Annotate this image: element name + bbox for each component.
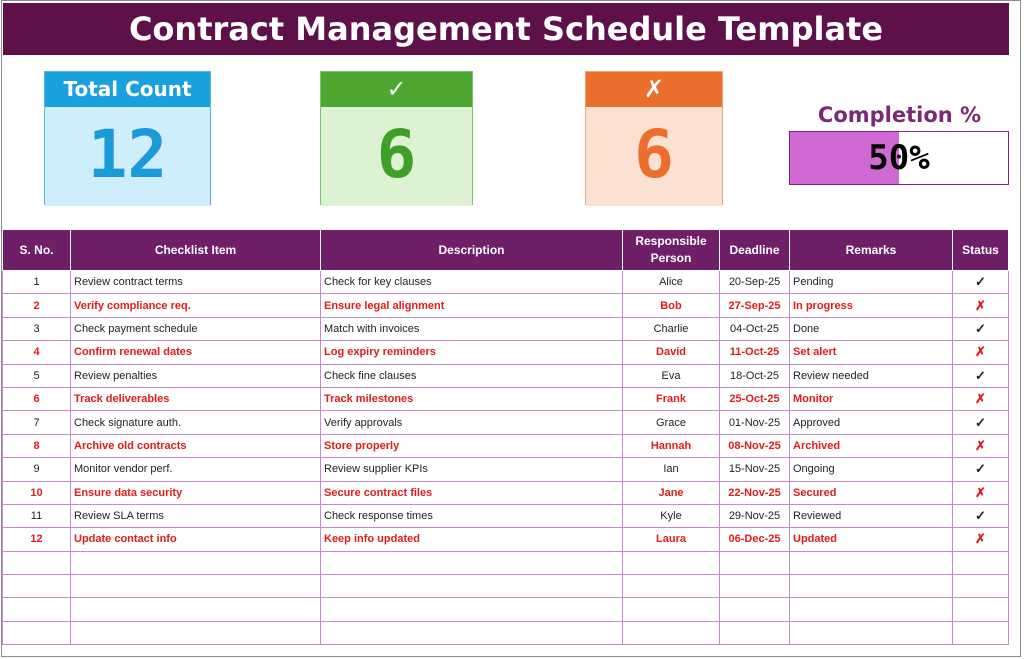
empty-cell[interactable] (71, 621, 321, 644)
cell-remarks[interactable]: Done (790, 317, 953, 340)
cell-remarks[interactable]: Pending (790, 271, 953, 294)
cell-sno[interactable]: 12 (3, 528, 71, 551)
cell-description[interactable]: Review supplier KPIs (321, 458, 623, 481)
col-header-status[interactable]: Status (953, 230, 1009, 271)
cell-item[interactable]: Check signature auth. (71, 411, 321, 434)
cell-deadline[interactable]: 20-Sep-25 (720, 271, 790, 294)
cell-description[interactable]: Log expiry reminders (321, 341, 623, 364)
status-icon[interactable]: ✗ (953, 528, 1009, 551)
cell-item[interactable]: Review contract terms (71, 271, 321, 294)
cell-description[interactable]: Store properly (321, 434, 623, 457)
status-icon[interactable]: ✓ (953, 364, 1009, 387)
check-icon: ✓ (321, 72, 472, 107)
empty-cell[interactable] (71, 598, 321, 621)
empty-cell[interactable] (71, 575, 321, 598)
cell-person[interactable]: Alice (623, 271, 720, 294)
table-row (3, 458, 1009, 481)
status-icon[interactable]: ✓ (953, 458, 1009, 481)
table-row (3, 411, 1009, 434)
cell-deadline[interactable]: 04-Oct-25 (720, 317, 790, 340)
empty-cell[interactable] (3, 551, 71, 574)
status-icon[interactable]: ✓ (953, 271, 1009, 294)
table-row (3, 481, 1009, 504)
empty-cell[interactable] (953, 575, 1009, 598)
checklist-table (2, 229, 1009, 645)
empty-cell[interactable] (720, 598, 790, 621)
cell-sno[interactable]: 7 (3, 411, 71, 434)
empty-cell[interactable] (790, 575, 953, 598)
cell-deadline[interactable]: 01-Nov-25 (720, 411, 790, 434)
empty-cell[interactable] (623, 575, 720, 598)
cell-deadline[interactable]: 11-Oct-25 (720, 341, 790, 364)
cell-person[interactable]: Laura (623, 528, 720, 551)
empty-cell[interactable] (953, 621, 1009, 644)
cell-sno[interactable]: 5 (3, 364, 71, 387)
kpi-pending-card (585, 71, 723, 205)
cell-deadline[interactable]: 25-Oct-25 (720, 387, 790, 410)
cell-item[interactable]: Confirm renewal dates (71, 341, 321, 364)
cell-description[interactable]: Ensure legal alignment (321, 294, 623, 317)
cell-remarks[interactable]: Approved (790, 411, 953, 434)
status-icon[interactable]: ✓ (953, 411, 1009, 434)
cell-sno[interactable]: 11 (3, 504, 71, 527)
cell-person[interactable]: Bob (623, 294, 720, 317)
empty-cell[interactable] (623, 551, 720, 574)
kpi-total-value: 12 (45, 107, 210, 206)
status-icon[interactable]: ✓ (953, 317, 1009, 340)
status-icon[interactable]: ✗ (953, 387, 1009, 410)
cell-sno[interactable]: 3 (3, 317, 71, 340)
table-row (3, 294, 1009, 317)
cell-description[interactable]: Check for key clauses (321, 271, 623, 294)
empty-cell[interactable] (720, 621, 790, 644)
empty-cell[interactable] (720, 551, 790, 574)
empty-cell[interactable] (720, 575, 790, 598)
kpi-completed-card (320, 71, 473, 205)
table-row (3, 271, 1009, 294)
col-header-deadline[interactable]: Deadline (720, 230, 790, 271)
status-icon[interactable]: ✗ (953, 481, 1009, 504)
empty-row (3, 621, 1009, 644)
completion-progress-bar (789, 131, 1009, 185)
empty-cell[interactable] (71, 551, 321, 574)
col-header-sno[interactable]: S. No. (3, 230, 71, 271)
empty-cell[interactable] (790, 598, 953, 621)
table-row (3, 434, 1009, 457)
cell-remarks[interactable]: Monitor (790, 387, 953, 410)
cell-item[interactable]: Ensure data security (71, 481, 321, 504)
empty-cell[interactable] (623, 598, 720, 621)
empty-cell[interactable] (790, 621, 953, 644)
table-header-row (3, 230, 1009, 271)
table-row (3, 387, 1009, 410)
kpi-pending-value: 6 (586, 107, 722, 206)
cell-remarks[interactable]: In progress (790, 294, 953, 317)
col-header-remarks[interactable]: Remarks (790, 230, 953, 271)
kpi-total-card (44, 71, 211, 205)
cell-person[interactable]: Hannah (623, 434, 720, 457)
cell-person[interactable]: Charlie (623, 317, 720, 340)
cell-item[interactable]: Archive old contracts (71, 434, 321, 457)
cell-remarks[interactable]: Reviewed (790, 504, 953, 527)
cell-sno[interactable]: 4 (3, 341, 71, 364)
empty-row (3, 598, 1009, 621)
cell-sno[interactable]: 6 (3, 387, 71, 410)
empty-row (3, 551, 1009, 574)
table-row (3, 341, 1009, 364)
col-header-person[interactable]: Responsible Person (623, 230, 720, 271)
cell-description[interactable]: Check fine clauses (321, 364, 623, 387)
status-icon[interactable]: ✗ (953, 294, 1009, 317)
cell-remarks[interactable]: Secured (790, 481, 953, 504)
empty-cell[interactable] (953, 551, 1009, 574)
cell-description[interactable]: Match with invoices (321, 317, 623, 340)
cell-remarks[interactable]: Archived (790, 434, 953, 457)
table-row (3, 504, 1009, 527)
empty-cell[interactable] (790, 551, 953, 574)
cell-item[interactable]: Review penalties (71, 364, 321, 387)
cell-remarks[interactable]: Review needed (790, 364, 953, 387)
completion-value: 50% (868, 138, 930, 178)
col-header-item[interactable]: Checklist Item (71, 230, 321, 271)
status-icon[interactable]: ✗ (953, 341, 1009, 364)
status-icon[interactable]: ✓ (953, 504, 1009, 527)
cell-person[interactable]: Grace (623, 411, 720, 434)
cell-remarks[interactable]: Updated (790, 528, 953, 551)
cell-sno[interactable]: 9 (3, 458, 71, 481)
empty-cell[interactable] (3, 575, 71, 598)
cell-sno[interactable]: 1 (3, 271, 71, 294)
cell-item[interactable]: Monitor vendor perf. (71, 458, 321, 481)
cell-description[interactable]: Check response times (321, 504, 623, 527)
cell-remarks[interactable]: Ongoing (790, 458, 953, 481)
kpi-completed-value: 6 (321, 107, 472, 206)
empty-cell[interactable] (321, 551, 623, 574)
table-row (3, 528, 1009, 551)
col-header-description[interactable]: Description (321, 230, 623, 271)
cell-person[interactable]: Eva (623, 364, 720, 387)
empty-cell[interactable] (3, 598, 71, 621)
cell-item[interactable]: Update contact info (71, 528, 321, 551)
cell-deadline[interactable]: 22-Nov-25 (720, 481, 790, 504)
cell-deadline[interactable]: 15-Nov-25 (720, 458, 790, 481)
cell-item[interactable]: Check payment schedule (71, 317, 321, 340)
cell-sno[interactable]: 2 (3, 294, 71, 317)
table-row (3, 317, 1009, 340)
cell-deadline[interactable]: 27-Sep-25 (720, 294, 790, 317)
empty-cell[interactable] (3, 621, 71, 644)
empty-row (3, 575, 1009, 598)
empty-cell[interactable] (953, 598, 1009, 621)
cell-item[interactable]: Review SLA terms (71, 504, 321, 527)
kpi-total-label: Total Count (45, 72, 210, 107)
cell-person[interactable]: Ian (623, 458, 720, 481)
cell-deadline[interactable]: 18-Oct-25 (720, 364, 790, 387)
cell-sno[interactable]: 10 (3, 481, 71, 504)
empty-cell[interactable] (623, 621, 720, 644)
completion-label: Completion % (817, 103, 982, 127)
cell-person[interactable]: Kyle (623, 504, 720, 527)
page-title: Contract Management Schedule Template (3, 3, 1009, 55)
status-icon[interactable]: ✗ (953, 434, 1009, 457)
cell-person[interactable]: Frank (623, 387, 720, 410)
empty-cell[interactable] (321, 575, 623, 598)
empty-cell[interactable] (321, 598, 623, 621)
cell-remarks[interactable]: Set alert (790, 341, 953, 364)
cell-description[interactable]: Track milestones (321, 387, 623, 410)
cell-item[interactable]: Verify compliance req. (71, 294, 321, 317)
empty-cell[interactable] (321, 621, 623, 644)
cross-icon: ✗ (586, 72, 722, 107)
cell-person[interactable]: David (623, 341, 720, 364)
cell-deadline[interactable]: 08-Nov-25 (720, 434, 790, 457)
table-row (3, 364, 1009, 387)
cell-deadline[interactable]: 06-Dec-25 (720, 528, 790, 551)
cell-description[interactable]: Secure contract files (321, 481, 623, 504)
cell-person[interactable]: Jane (623, 481, 720, 504)
cell-deadline[interactable]: 29-Nov-25 (720, 504, 790, 527)
cell-description[interactable]: Verify approvals (321, 411, 623, 434)
cell-item[interactable]: Track deliverables (71, 387, 321, 410)
cell-sno[interactable]: 8 (3, 434, 71, 457)
cell-description[interactable]: Keep info updated (321, 528, 623, 551)
